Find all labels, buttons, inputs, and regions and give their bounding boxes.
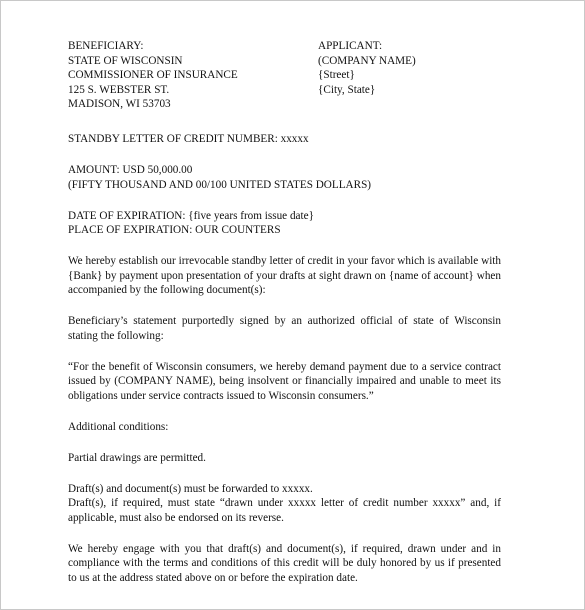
drafts-forwarding: Draft(s) and document(s) must be forwarded to xxxxx. bbox=[68, 482, 313, 495]
partial-drawings: Partial drawings are permitted. bbox=[68, 451, 206, 464]
drafts-statement: Draft(s), if required, must state “drawn under xxxxx letter of credit number xxxxx” and, if applicable, must also be endorsed on its reverse. bbox=[68, 497, 501, 524]
beneficiary-line: STATE OF WISCONSIN bbox=[68, 54, 183, 67]
parties-header bbox=[68, 39, 501, 112]
beneficiary-line: COMMISSIONER OF INSURANCE bbox=[68, 69, 238, 81]
letter-of-credit-body bbox=[68, 39, 501, 585]
applicant-block bbox=[318, 39, 501, 112]
letter-number: STANDBY LETTER OF CREDIT NUMBER: xxxxx bbox=[68, 133, 309, 145]
statement-paragraph: Beneficiary’s statement purportedly signed by an authorized official of state of Wisconsin stating the following: bbox=[68, 315, 501, 342]
applicant-line: (COMPANY NAME) bbox=[318, 54, 416, 67]
engage-paragraph: We hereby engage with you that draft(s) and document(s), if required, drawn under and in compliance with the terms and conditions of this credit will be duly honored by us if presented to us at the address stated above on or before the expiration date. bbox=[68, 542, 501, 584]
beneficiary-heading: BENEFICIARY: bbox=[68, 40, 144, 52]
applicant-heading: APPLICANT: bbox=[318, 40, 383, 52]
amount-line: AMOUNT: USD 50,000.00 bbox=[68, 164, 193, 176]
establish-paragraph: We hereby establish our irrevocable standby letter of credit in your favor which is available with {Bank} by payment upon presentation of your drafts at sight drawn on {name of account} when accompanied by the following document(s): bbox=[68, 255, 501, 296]
amount-words: (FIFTY THOUSAND AND 00/100 UNITED STATES DOLLARS) bbox=[68, 178, 372, 191]
additional-conditions: Additional conditions: bbox=[68, 420, 169, 433]
beneficiary-line: MADISON, WI 53703 bbox=[68, 98, 171, 110]
beneficiary-block bbox=[68, 39, 318, 112]
applicant-line: {City, State} bbox=[318, 83, 376, 96]
applicant-line: {Street} bbox=[318, 69, 355, 81]
quote-paragraph: “For the benefit of Wisconsin consumers, we hereby demand payment due to a service contract issued by (COMPANY NAME), being insolvent or financially impaired and unable to meet its obligations under service contracts issued to Wisconsin consumers.” bbox=[68, 360, 501, 402]
beneficiary-line: 125 S. WEBSTER ST. bbox=[68, 83, 170, 96]
expiration-date: DATE OF EXPIRATION: {five years from issue date} bbox=[68, 209, 314, 222]
expiration-place: PLACE OF EXPIRATION: OUR COUNTERS bbox=[68, 224, 281, 236]
